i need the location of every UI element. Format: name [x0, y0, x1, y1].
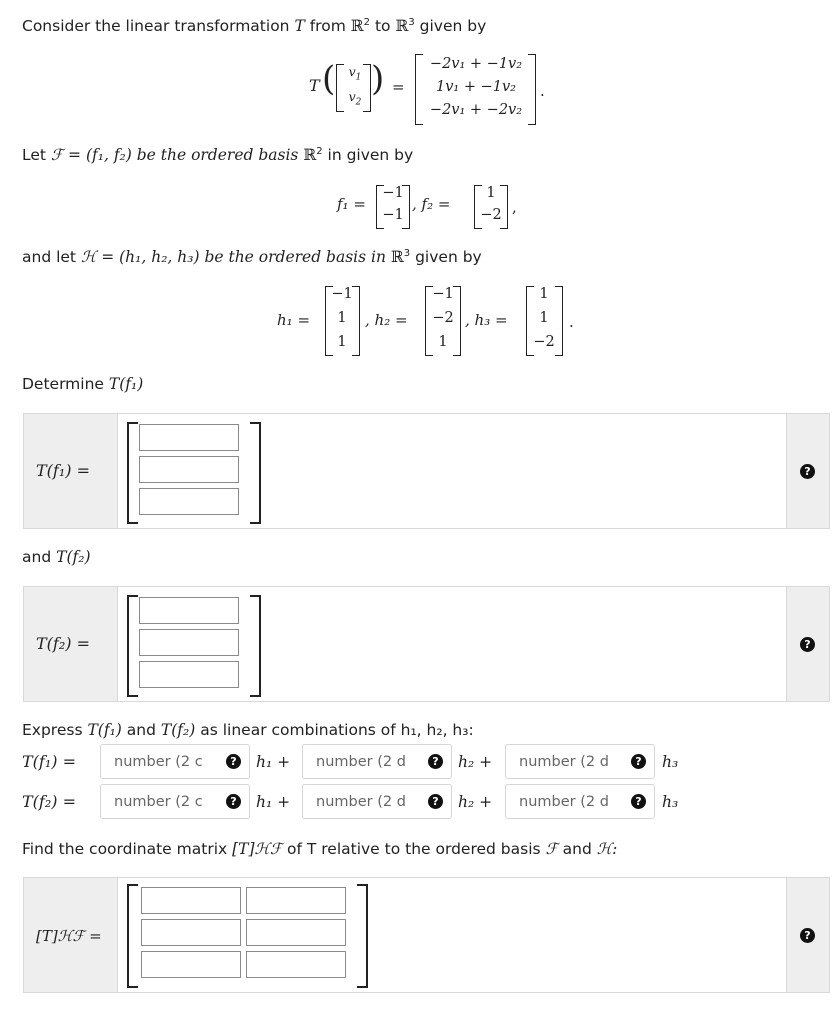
q2-bracket-left	[127, 595, 138, 697]
intro-exp-3: 3	[408, 17, 415, 28]
f1-label: f₁ =	[337, 195, 366, 213]
basisH-line	[22, 248, 482, 266]
paren-open: (	[322, 59, 336, 99]
basisF-symbol: ℱ	[50, 146, 64, 165]
q2-label-cell	[24, 587, 118, 701]
h3-val-2: 1	[539, 310, 549, 326]
result-bracket-right	[528, 54, 536, 125]
vec-bracket-right	[363, 64, 371, 112]
basisF-line	[22, 146, 413, 164]
q1-prompt-text: Determine	[22, 375, 104, 393]
h1-val-1: −1	[331, 286, 353, 302]
q3-row1-placeholder-1: number (2 c	[114, 754, 203, 770]
q4-input-r3c2[interactable]	[246, 951, 346, 978]
h2-val-3: 1	[438, 334, 448, 350]
transform-period: .	[540, 82, 545, 100]
q4-prompt-mid: of T relative to the ordered basis	[286, 840, 541, 858]
intro-T: T	[294, 17, 305, 36]
result-row-1: −2v₁ + −1v₂	[429, 56, 523, 72]
f1-bracket-right	[402, 185, 410, 229]
f1-val-2: −1	[382, 207, 404, 223]
basisF-R: ℝ	[303, 146, 317, 165]
q4-bracket-left	[127, 884, 138, 988]
basisH-desc: = (h₁, h₂, h₃) be the ordered basis in	[101, 248, 386, 267]
transform-equals: =	[392, 78, 405, 96]
h2-label: , h₂ =	[365, 311, 408, 329]
paren-close: )	[371, 59, 385, 99]
q4-input-r2c1[interactable]	[141, 919, 241, 946]
basisH-period: .	[569, 313, 574, 331]
h1-val-2: 1	[337, 310, 347, 326]
q3-row2-h2: h₂ +	[458, 793, 493, 811]
q3-row1-help-3-icon[interactable]: ?	[631, 754, 646, 769]
q2-prompt-math: T(f₂)	[56, 548, 91, 566]
intro-text: Consider the linear transformation	[22, 17, 290, 36]
q4-bracket-right	[357, 884, 368, 988]
q1-input-2[interactable]	[139, 456, 239, 483]
q1-panel	[23, 413, 830, 529]
q3-row1-help-1-icon[interactable]: ?	[226, 754, 241, 769]
q3-row2-placeholder-1: number (2 c	[114, 794, 203, 810]
q4-input-r1c1[interactable]	[141, 887, 241, 914]
q3-prompt-math1: T(f₁)	[87, 721, 122, 739]
q3-row2-label: T(f₂) =	[22, 792, 76, 811]
q4-label: [T]ℋℱ =	[36, 927, 102, 945]
intro-exp-2: 2	[363, 17, 370, 28]
q4-prompt-F: ℱ	[545, 840, 558, 858]
h3-val-1: 1	[539, 286, 549, 302]
q2-bracket-right	[250, 595, 261, 697]
basisH-let: and let	[22, 248, 77, 267]
q3-row1-help-2-icon[interactable]: ?	[428, 754, 443, 769]
q4-prompt-text: Find the coordinate matrix	[22, 840, 228, 858]
intro-R3: ℝ	[395, 17, 409, 36]
f1-val-1: −1	[382, 185, 404, 201]
h2-val-2: −2	[432, 310, 454, 326]
basisF-desc: = (f₁, f₂) be the ordered basis	[68, 146, 299, 165]
q3-prompt	[22, 721, 474, 739]
q4-input-r2c2[interactable]	[246, 919, 346, 946]
q2-help-icon[interactable]: ?	[800, 637, 815, 652]
q1-input-1[interactable]	[139, 424, 239, 451]
q3-row2-placeholder-3: number (2 d	[519, 794, 609, 810]
intro-given: given by	[419, 17, 487, 36]
q4-input-r3c1[interactable]	[141, 951, 241, 978]
q3-row2-h1: h₁ +	[256, 793, 291, 811]
q3-row2-help-2-icon[interactable]: ?	[428, 794, 443, 809]
q4-panel	[23, 877, 830, 993]
basisH-R: ℝ	[390, 248, 404, 267]
q4-input-r1c2[interactable]	[246, 887, 346, 914]
q1-input-3[interactable]	[139, 488, 239, 515]
q1-help-icon[interactable]: ?	[800, 464, 815, 479]
q3-prompt-text: Express	[22, 721, 83, 739]
vec-v2: $v_2$	[348, 89, 362, 108]
q2-panel	[23, 586, 830, 702]
intro-to: to	[374, 17, 391, 36]
q1-bracket-right	[250, 422, 261, 524]
f2-val-1: 1	[486, 185, 496, 201]
q2-help-cell	[786, 587, 829, 701]
intro-from: from	[309, 17, 346, 36]
transform-T: T	[309, 76, 320, 95]
result-row-2: 1v₁ + −1v₂	[436, 79, 516, 95]
q3-row1-placeholder-3: number (2 d	[519, 754, 609, 770]
q3-row1-h1: h₁ +	[256, 753, 291, 771]
basisF-let: Let	[22, 146, 46, 165]
q3-prompt-math2: T(f₂)	[160, 721, 196, 739]
q1-help-cell	[786, 414, 829, 528]
basisF-exp: 2	[316, 146, 323, 157]
h3-bracket-right	[555, 286, 563, 356]
q1-prompt	[22, 375, 143, 393]
q4-help-icon[interactable]: ?	[800, 928, 815, 943]
q3-row2-help-1-icon[interactable]: ?	[226, 794, 241, 809]
h3-label: , h₃ =	[465, 311, 508, 329]
basisH-post: given by	[415, 248, 482, 267]
f2-bracket-right	[500, 185, 508, 229]
h1-bracket-right	[352, 286, 360, 356]
q3-row1-placeholder-2: number (2 d	[316, 754, 406, 770]
f2-label: , f₂ =	[412, 195, 451, 213]
q3-row1-label: T(f₁) =	[22, 752, 76, 771]
intro-line	[22, 17, 486, 35]
h2-val-1: −1	[432, 286, 454, 302]
q3-prompt-post: as linear combinations of h₁, h₂, h₃:	[200, 721, 474, 739]
q3-row1-h2: h₂ +	[458, 753, 493, 771]
q3-row2-h3: h₃	[662, 793, 679, 811]
q2-input-2[interactable]	[139, 629, 239, 656]
h1-label: h₁ =	[277, 311, 311, 329]
q4-prompt-math: [T]ℋℱ	[232, 840, 283, 858]
q2-label: T(f₂) =	[36, 634, 90, 653]
q2-prompt	[22, 548, 91, 566]
q4-label-cell	[24, 878, 118, 992]
q4-prompt-H: ℋ:	[596, 840, 618, 858]
result-row-3: −2v₁ + −2v₂	[429, 102, 523, 118]
q1-label: T(f₁) =	[36, 461, 90, 480]
q1-bracket-left	[127, 422, 138, 524]
h1-val-3: 1	[337, 334, 347, 350]
vec-v1: $v_1$	[348, 64, 362, 83]
f2-val-2: −2	[480, 207, 502, 223]
q3-row2-help-3-icon[interactable]: ?	[631, 794, 646, 809]
q3-prompt-and: and	[126, 721, 156, 739]
q2-input-1[interactable]	[139, 597, 239, 624]
q4-help-cell	[786, 878, 829, 992]
basisF-post: in given by	[327, 146, 414, 165]
h3-val-3: −2	[533, 334, 555, 350]
basisH-exp: 3	[403, 248, 411, 259]
q2-prompt-text: and	[22, 548, 52, 566]
q1-prompt-math: T(f₁)	[108, 375, 144, 393]
q3-row1-h3: h₃	[662, 753, 679, 771]
basisH-symbol: ℋ	[80, 248, 97, 267]
basisF-comma: ,	[512, 198, 517, 216]
q1-label-cell	[24, 414, 118, 528]
h2-bracket-right	[453, 286, 461, 356]
q4-prompt	[22, 840, 617, 858]
intro-R2: ℝ	[350, 17, 364, 36]
q4-prompt-and: and	[562, 840, 592, 858]
q2-input-3[interactable]	[139, 661, 239, 688]
q3-row2-placeholder-2: number (2 d	[316, 794, 406, 810]
